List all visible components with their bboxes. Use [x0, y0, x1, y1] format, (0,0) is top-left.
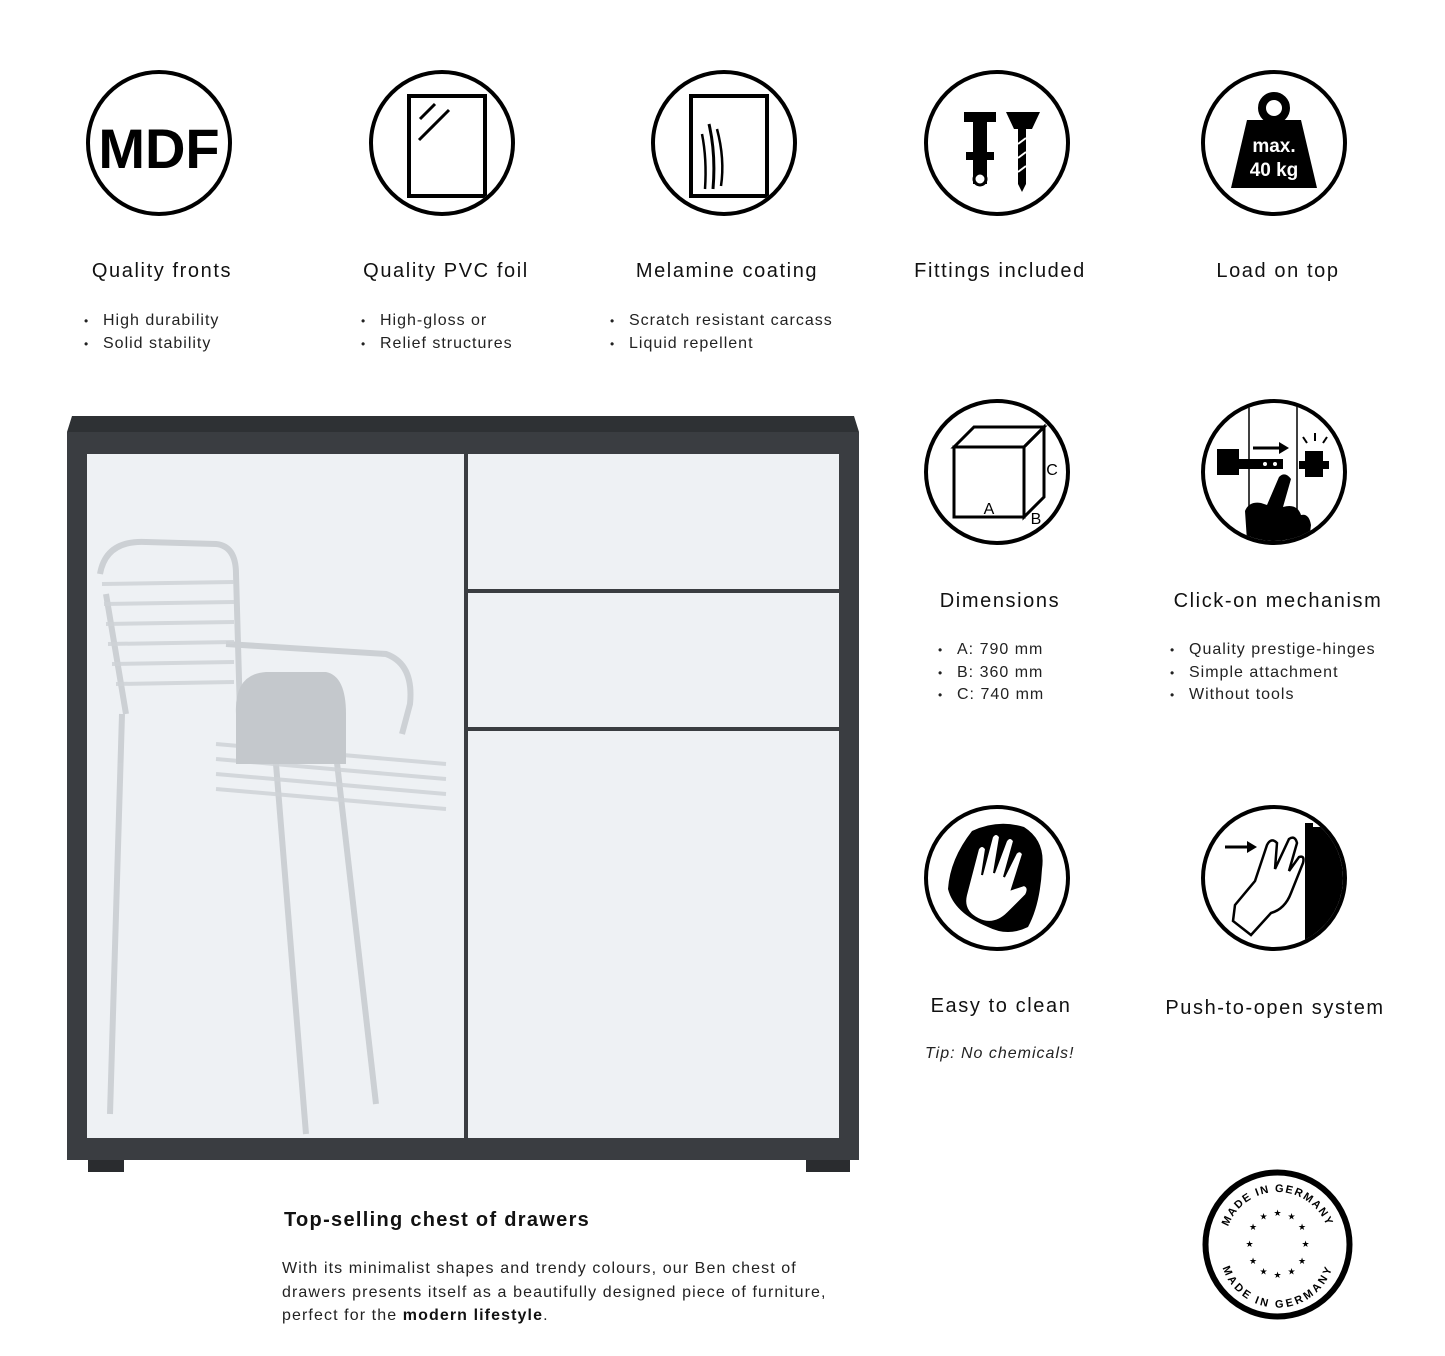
- bullet-item: • High durability: [84, 310, 219, 333]
- svg-text:★: ★: [1259, 1267, 1268, 1278]
- title-load: Load on top: [1216, 260, 1340, 282]
- bullets-pvc: [361, 310, 513, 355]
- bullets-fronts: [84, 310, 219, 355]
- bullet-item: • B: 360 mm: [938, 662, 1044, 685]
- bullet-item: • C: 740 mm: [938, 684, 1044, 707]
- svg-text:★: ★: [1248, 1223, 1258, 1233]
- bullets-click-on: [1170, 639, 1376, 707]
- product-image: [66, 414, 860, 1174]
- pvc-foil-icon: [369, 70, 515, 216]
- title-click-on: Click-on mechanism: [1173, 590, 1383, 612]
- push-to-open-icon: [1201, 805, 1347, 951]
- title-quality-fronts: Quality fronts: [91, 260, 233, 282]
- title-push-to-open: Push-to-open system: [1165, 997, 1385, 1019]
- bullet-item: • A: 790 mm: [938, 639, 1044, 662]
- product-description: [282, 1257, 852, 1328]
- svg-text:★: ★: [1297, 1223, 1307, 1233]
- svg-text:★: ★: [1287, 1212, 1296, 1223]
- bullet-item: • Scratch resistant carcass: [610, 310, 833, 333]
- mdf-icon: [86, 70, 232, 216]
- svg-text:★: ★: [1273, 1209, 1282, 1219]
- title-fittings: Fittings included: [914, 260, 1086, 282]
- svg-text:★: ★: [1259, 1212, 1268, 1223]
- dim-label-c: C: [1046, 462, 1058, 479]
- made-in-germany-badge: [1201, 1168, 1354, 1321]
- weight-icon: [1201, 70, 1347, 216]
- svg-text:★: ★: [1297, 1257, 1307, 1267]
- title-melamine: Melamine coating: [635, 260, 819, 282]
- melamine-icon: [651, 70, 797, 216]
- svg-text:★: ★: [1273, 1271, 1282, 1281]
- fittings-icon: [924, 70, 1070, 216]
- svg-text:★: ★: [1287, 1267, 1296, 1278]
- svg-text:★: ★: [1245, 1240, 1254, 1250]
- bullet-item: • Relief structures: [361, 333, 513, 356]
- description-lead: With its minimalist shapes and trendy colours, our Ben chest of drawers presents itself as a beautifully designed piece of furniture, perfect for the: [282, 1260, 827, 1324]
- title-dimensions: Dimensions: [939, 590, 1061, 612]
- bullet-item: • Solid stability: [84, 333, 219, 356]
- description-end: .: [543, 1307, 549, 1324]
- mdf-icon-label: MDF: [98, 117, 220, 180]
- bullet-item: • Without tools: [1170, 684, 1376, 707]
- cleaning-hand-icon: [924, 805, 1070, 951]
- dim-label-a: A: [983, 501, 995, 518]
- bullets-dimensions: [938, 639, 1044, 707]
- svg-text:★: ★: [1248, 1257, 1258, 1267]
- bullet-item: • Quality prestige-hinges: [1170, 639, 1376, 662]
- click-on-hinge-icon: [1201, 399, 1347, 545]
- bullet-item: • High-gloss or: [361, 310, 513, 333]
- bullets-melamine: [610, 310, 833, 355]
- clean-tip: Tip: No chemicals!: [925, 1045, 1075, 1062]
- weight-label-kg: 40 kg: [1249, 160, 1299, 181]
- title-pvc-foil: Quality PVC foil: [363, 260, 529, 282]
- svg-text:★: ★: [1301, 1240, 1310, 1250]
- weight-label-max: max.: [1252, 136, 1296, 157]
- bullet-item: • Liquid repellent: [610, 333, 833, 356]
- bullet-item: • Simple attachment: [1170, 662, 1376, 685]
- dim-label-b: B: [1030, 511, 1042, 528]
- title-easy-clean: Easy to clean: [930, 995, 1072, 1017]
- dimensions-icon: [924, 399, 1070, 545]
- description-highlight: modern lifestyle: [402, 1307, 544, 1324]
- product-heading: Top-selling chest of drawers: [284, 1209, 591, 1231]
- badge-top-text: MADE IN GERMANY: [1219, 1182, 1336, 1228]
- badge-bottom-text: MADE IN GERMANY: [1219, 1264, 1336, 1311]
